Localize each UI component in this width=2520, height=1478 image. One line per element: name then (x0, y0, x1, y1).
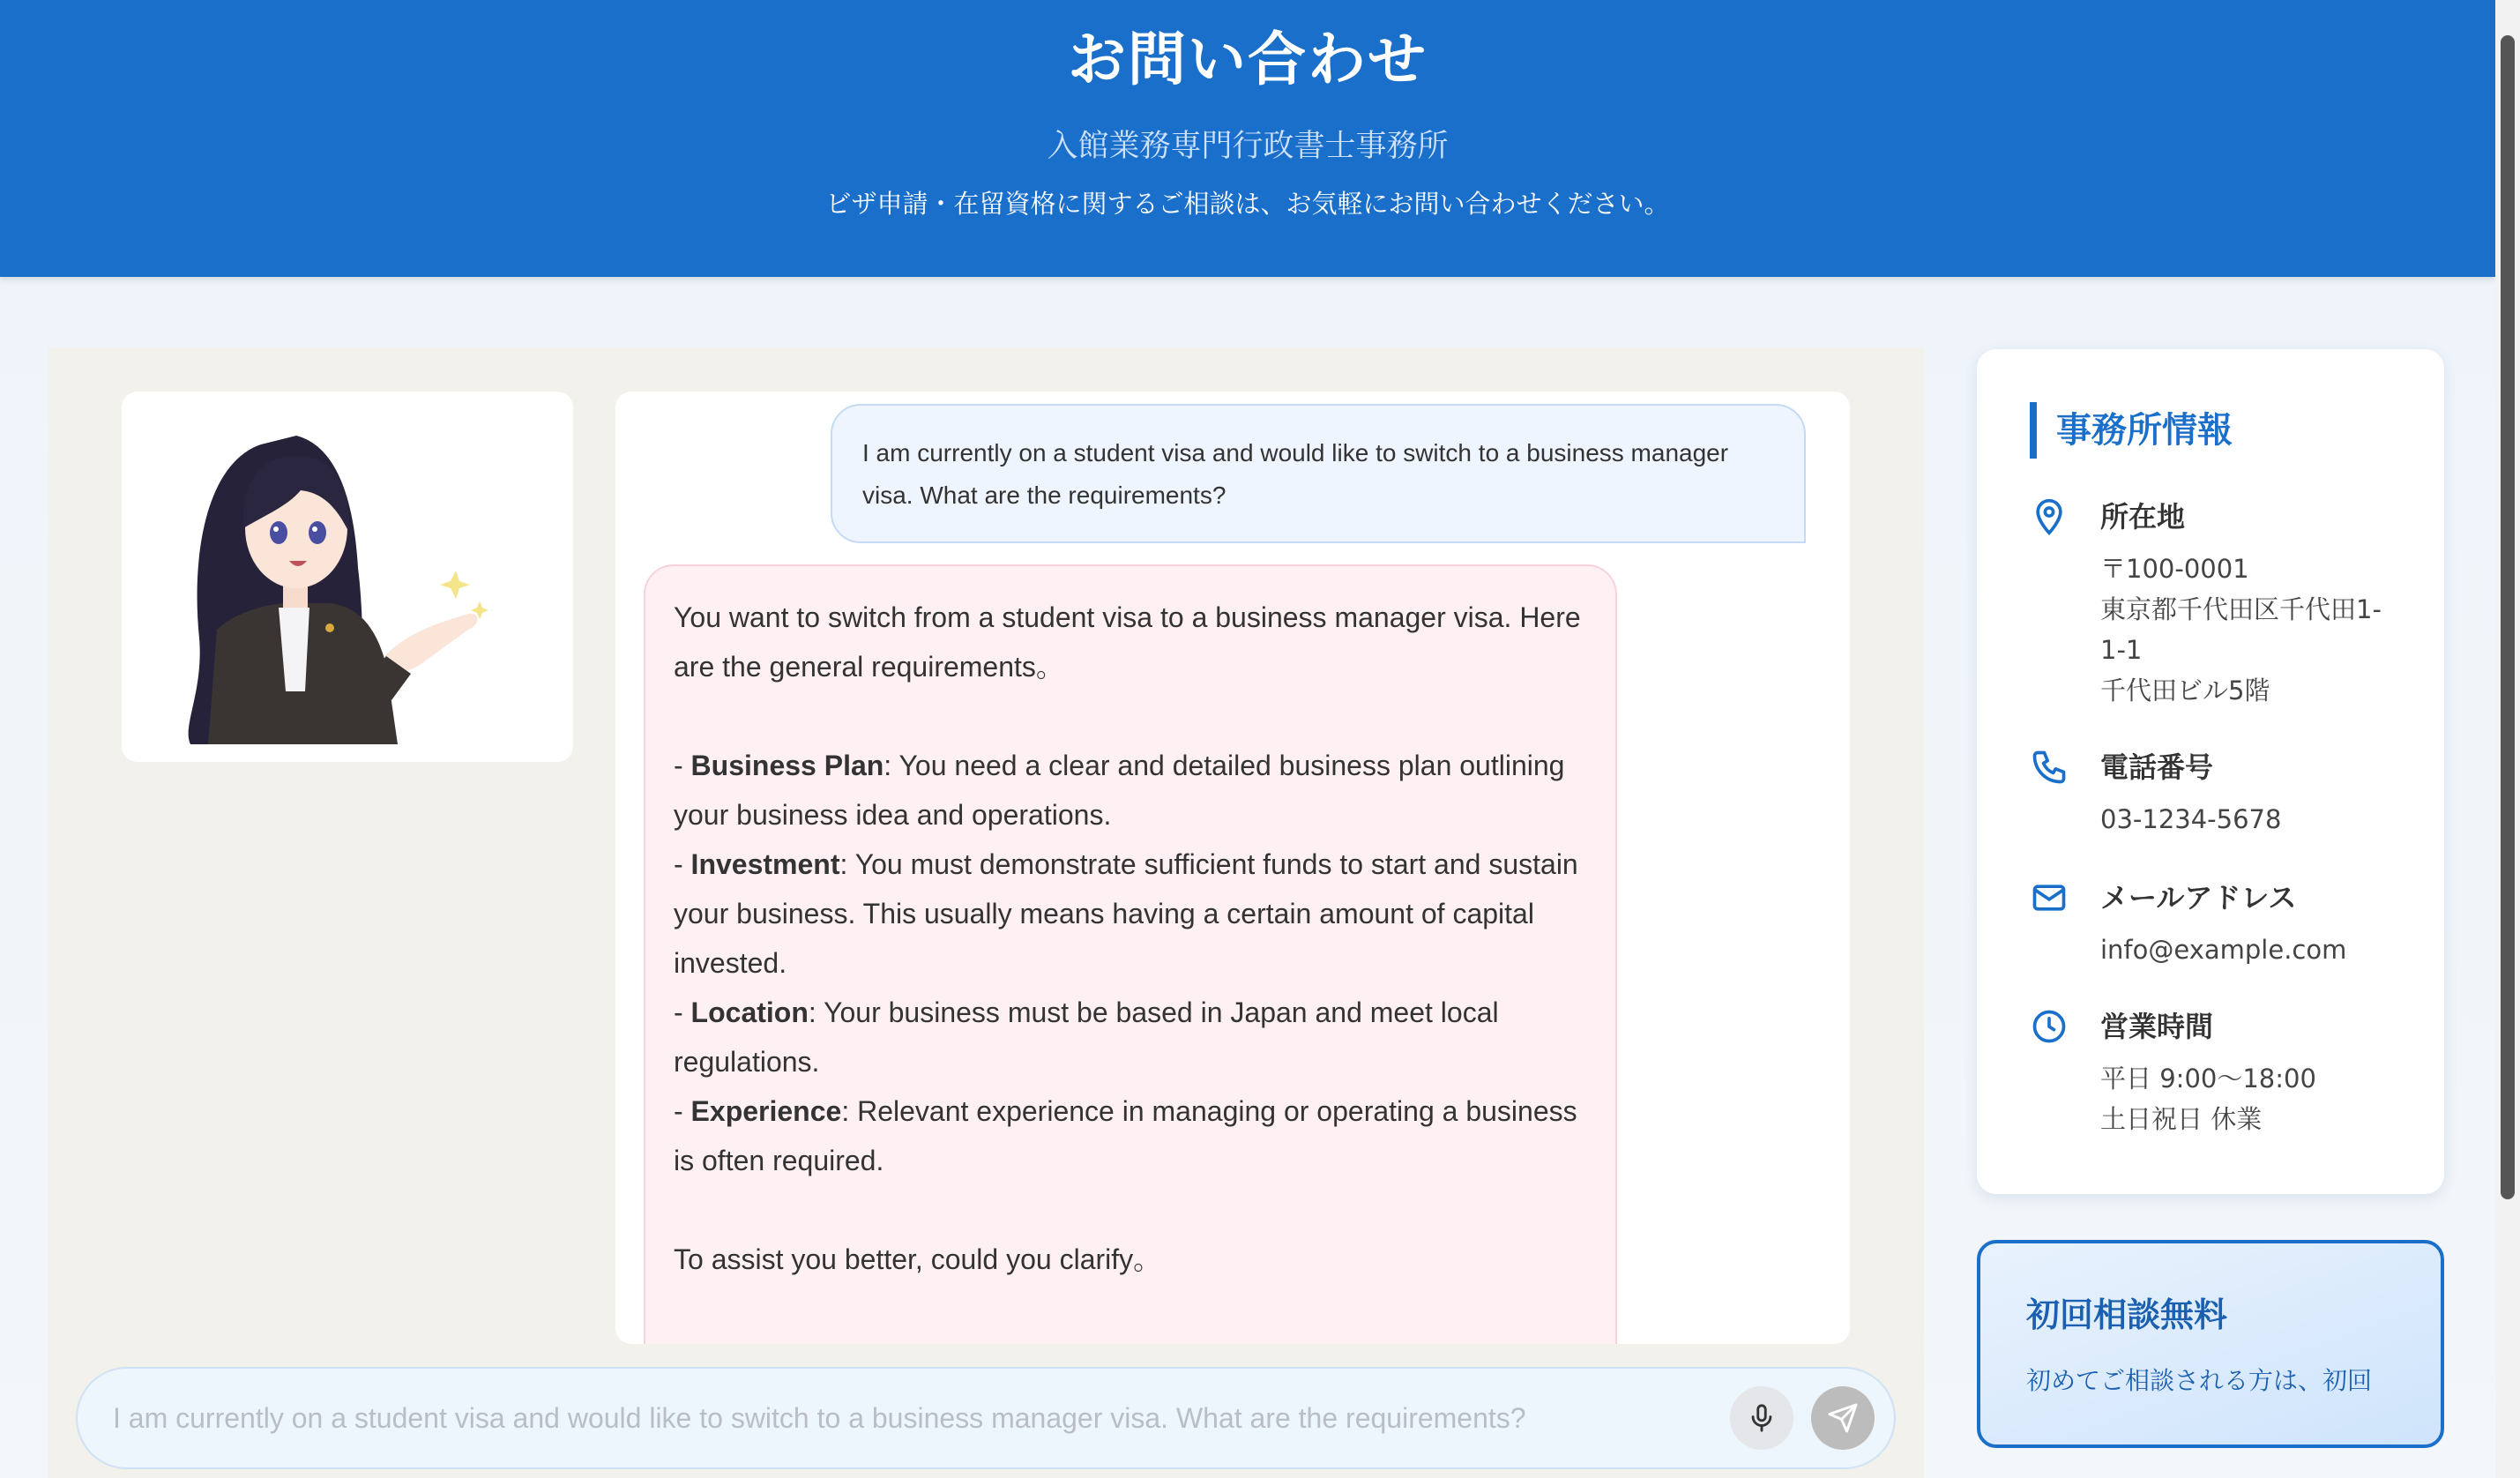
microphone-icon (1747, 1403, 1777, 1433)
user-message-bubble: I am currently on a student visa and would like to switch to a business manager visa. What are the requirements? (831, 404, 1806, 543)
hours-line: 平日 9:00〜18:00 (2100, 1064, 2316, 1094)
list-item-text: : You need a clear and detailed business plan outlining your business idea and operations. (674, 750, 1565, 831)
phone-icon (2030, 748, 2069, 787)
assistant-outro: To assist you better, could you clarify。 (674, 1243, 1162, 1275)
assistant-message-bubble (644, 564, 1617, 1344)
free-consultation-description: 初めてご相談される方は、初回 (2026, 1366, 2373, 1395)
office-info-title: 事務所情報 (2030, 402, 2233, 459)
address-line: 〒100-0001 (2100, 554, 2249, 584)
list-item-term: Business Plan (690, 750, 884, 781)
free-consultation-title: 初回相談無料 (2026, 1295, 2228, 1334)
chat-input-bar (76, 1367, 1896, 1469)
send-button[interactable] (1811, 1386, 1875, 1450)
list-item-term: Location (690, 997, 809, 1028)
address-label: 所在地 (2100, 500, 2186, 534)
address-line: 千代田ビル5階 (2100, 676, 2270, 705)
list-item-term: Experience (690, 1095, 842, 1127)
address-line: 1-1 (2100, 635, 2143, 665)
address-line: 東京都千代田区千代田1- (2100, 594, 2382, 624)
free-consultation-card[interactable] (1977, 1240, 2444, 1448)
list-item: - Business Plan: You need a clear and detailed business plan outlining your business idea and operations. (674, 750, 1565, 831)
mail-icon (2030, 878, 2069, 917)
assistant-intro: You want to switch from a student visa to a business manager visa. Here are the general requirements。 (674, 601, 1581, 683)
chat-input[interactable] (113, 1369, 1753, 1467)
page-header (0, 0, 2495, 277)
email-value[interactable]: info@example.com (2100, 935, 2347, 965)
list-item: - Experience: Relevant experience in managing or operating a business is often required. (674, 1095, 1577, 1176)
map-pin-icon (2030, 497, 2069, 536)
list-item: - Location: Your business must be based in Japan and meet local regulations. (674, 997, 1499, 1078)
header-description: ビザ申請・在留資格に関するご相談は、お気軽にお問い合わせください。 (825, 189, 1670, 219)
chat-area (48, 347, 1924, 1478)
list-item: - Investment: You must demonstrate sufficient funds to start and sustain your business. This usually means having a certain amount of capital invested. (674, 848, 1578, 979)
page-title: お問い合わせ (1068, 26, 1428, 93)
phone-label: 電話番号 (2100, 750, 2214, 784)
list-item-text: : Your business must be based in Japan and meet local regulations. (674, 997, 1499, 1078)
email-label: メールアドレス (2100, 881, 2297, 914)
list-item-term: Investment (690, 848, 840, 880)
mic-button[interactable] (1730, 1386, 1793, 1450)
messages-panel[interactable] (615, 392, 1850, 1344)
assistant-avatar-card (122, 392, 573, 762)
page-scrollbar[interactable] (2495, 0, 2520, 1478)
hours-label: 営業時間 (2100, 1010, 2214, 1043)
hours-value (2100, 1058, 2435, 1139)
list-item-text: : You must demonstrate sufficient funds to start and sustain your business. This usually means having a certain amount of capital invested. (674, 848, 1578, 979)
hours-line: 土日祝日 休業 (2100, 1104, 2263, 1134)
assistant-avatar (155, 409, 543, 744)
list-item-text: : Relevant experience in managing or operating a business is often required. (674, 1095, 1577, 1176)
phone-value[interactable]: 03-1234-5678 (2100, 804, 2282, 834)
office-info-card (1977, 349, 2444, 1194)
address-value (2100, 549, 2435, 711)
send-icon (1827, 1402, 1859, 1434)
office-name: 入館業務専門行政書士事務所 (1047, 129, 1449, 164)
page-scrollbar-thumb[interactable] (2501, 35, 2515, 1199)
clock-icon (2030, 1007, 2069, 1046)
